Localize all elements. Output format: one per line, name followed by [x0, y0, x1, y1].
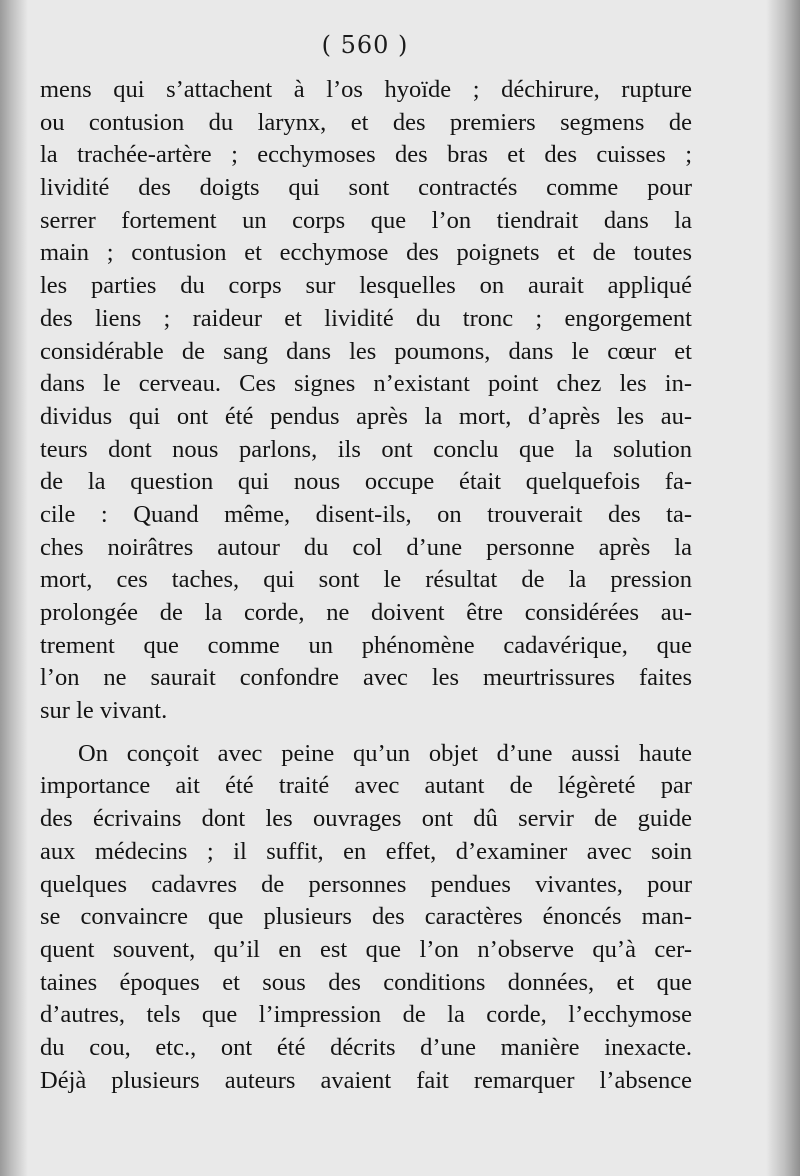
text-line: les parties du corps sur lesquelles on aurait appliqué — [40, 272, 692, 300]
paragraph-1 — [40, 74, 692, 728]
page-gutter-shadow — [0, 0, 28, 1176]
text-line: main ; contusion et ecchymose des poignets et de toutes — [40, 239, 692, 267]
text-line: sur le vivant. — [40, 697, 168, 725]
text-line: la trachée-artère ; ecchymoses des bras et des cuisses ; — [40, 141, 692, 169]
text-line: quent souvent, qu’il en est que l’on n’observe qu’à cer- — [40, 935, 692, 963]
text-line: des liens ; raideur et lividité du tronc ; engorgement — [40, 304, 692, 332]
text-line: de la question qui nous occupe était quelquefois fa- — [40, 468, 692, 496]
paragraph-2 — [40, 738, 692, 1098]
text-line: d’autres, tels que l’impression de la corde, l’ecchymose — [40, 1001, 692, 1029]
text-line: dividus qui ont été pendus après la mort, d’après les au- — [40, 402, 692, 430]
text-line: On conçoit avec peine qu’un objet d’une aussi haute — [78, 739, 692, 767]
text-line: quelques cadavres de personnes pendues vivantes, pour — [40, 870, 692, 898]
page-number: ( 560 ) — [321, 31, 409, 59]
text-line: serrer fortement un corps que l’on tiendrait dans la — [40, 206, 692, 234]
text-line: se convaincre que plusieurs des caractères énoncés man- — [40, 903, 692, 931]
paragraph-gap — [40, 728, 692, 738]
text-line: du cou, etc., ont été décrits d’une manière inexacte. — [40, 1033, 692, 1061]
text-line: ou contusion du larynx, et des premiers segmens de — [40, 108, 692, 136]
text-line: aux médecins ; il suffit, en effet, d’examiner avec soin — [40, 837, 692, 865]
text-line: prolongée de la corde, ne doivent être considérées au- — [40, 599, 692, 626]
text-line: teurs dont nous parlons, ils ont conclu que la solution — [40, 435, 692, 463]
text-line: importance ait été traité avec autant de légèreté par — [40, 772, 692, 800]
text-line: dans le cerveau. Ces signes n’existant point chez les in- — [40, 370, 692, 398]
text-line: cile : Quand même, disent-ils, on trouverait des ta- — [40, 500, 692, 528]
text-line: lividité des doigts qui sont contractés comme pour — [40, 174, 692, 202]
text-line: taines époques et sous des conditions données, et que — [40, 968, 692, 996]
text-line: ches noirâtres autour du col d’une personne après la — [40, 533, 692, 561]
body-text — [40, 74, 692, 1097]
text-line: Déjà plusieurs auteurs avaient fait remarquer l’absence — [40, 1066, 692, 1094]
text-line: mens qui s’attachent à l’os hyoïde ; déchirure, rupture — [40, 76, 692, 103]
page-edge-shadow — [766, 0, 800, 1176]
text-line: l’on ne saurait confondre avec les meurtrissures faites — [40, 664, 692, 692]
text-line: des écrivains dont les ouvrages ont dû servir de guide — [40, 805, 692, 833]
text-line: trement que comme un phénomène cadavérique, que — [40, 631, 692, 659]
text-line: mort, ces taches, qui sont le résultat de la pression — [40, 566, 692, 594]
text-line: considérable de sang dans les poumons, dans le cœur et — [40, 337, 692, 365]
